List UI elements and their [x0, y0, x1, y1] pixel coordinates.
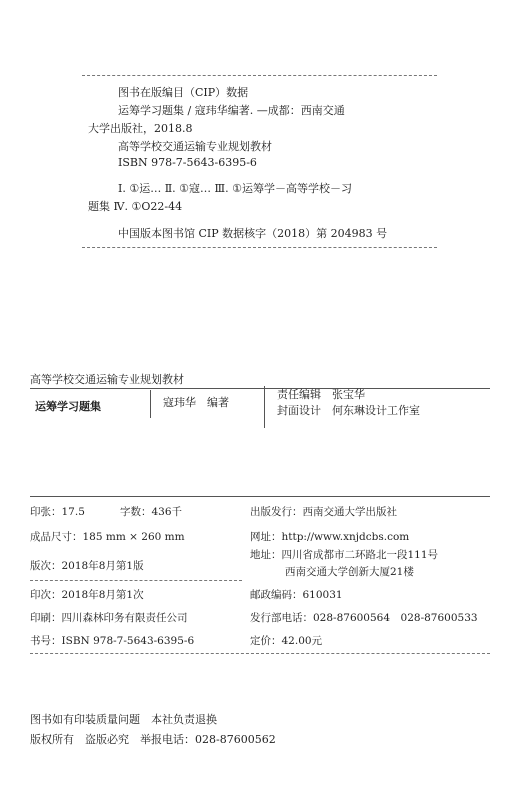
- spec-address-1: 地址：四川省成都市二环路北一段111号: [250, 549, 439, 561]
- spec-isbn: 书号：ISBN 978-7-5643-6395-6: [30, 635, 195, 647]
- spec-price: 定价：42.00元: [250, 635, 323, 647]
- spec-website[interactable]: 网址：http://www.xnjdcbs.com: [250, 531, 410, 543]
- spec-postcode: 邮政编码：610031: [250, 589, 343, 601]
- specs-mid-rule: [30, 580, 242, 581]
- spec-size: 成品尺寸：185 mm × 260 mm: [30, 531, 185, 543]
- cip-line-1: 运筹学习题集 / 寇玮华编著. —成都：西南交通: [118, 104, 345, 117]
- book-title: 运筹学习题集: [35, 400, 101, 413]
- spec-words: 字数：436千: [120, 506, 183, 518]
- spec-edition: 版次：2018年8月第1版: [30, 560, 144, 572]
- cip-line-5: Ⅰ. ①运… Ⅱ. ①寇… Ⅲ. ①运筹学－高等学校－习: [118, 182, 352, 195]
- cip-top-rule: [82, 75, 437, 76]
- title-block-top-rule: [30, 388, 490, 389]
- book-author: 寇玮华 编著: [163, 396, 229, 409]
- spec-printing: 印次：2018年8月第1次: [30, 589, 144, 601]
- cip-line-3: 高等学校交通运输专业规划教材: [118, 140, 272, 153]
- specs-top-rule: [30, 496, 490, 497]
- footer-rights: 版权所有 盗版必究 举报电话：028-87600562: [30, 733, 276, 746]
- cip-line-7: 中国版本图书馆 CIP 数据核字（2018）第 204983 号: [118, 227, 388, 240]
- book-editor: 责任编辑 张宝华: [277, 388, 365, 401]
- series-title: 高等学校交通运输专业规划教材: [30, 373, 184, 386]
- cip-line-4: ISBN 978-7-5643-6395-6: [118, 156, 257, 169]
- specs-bottom-rule: [30, 653, 490, 654]
- footer-notice: 图书如有印装质量问题 本社负责退换: [30, 713, 217, 726]
- spec-phone: 发行部电话：028-87600564 028-87600533: [250, 612, 478, 624]
- spec-printer: 印刷：四川森林印务有限责任公司: [30, 612, 188, 624]
- spec-sheets: 印张：17.5: [30, 506, 85, 518]
- title-divider: [150, 390, 151, 418]
- spec-address-2: 西南交通大学创新大厦21楼: [285, 566, 414, 578]
- cip-title: 图书在版编目（CIP）数据: [118, 86, 249, 99]
- cip-line-6: 题集 Ⅳ. ①O22-44: [88, 200, 183, 213]
- author-divider: [264, 386, 265, 428]
- cip-bottom-rule: [82, 247, 437, 248]
- spec-publisher: 出版发行：西南交通大学出版社: [250, 506, 397, 518]
- book-designer: 封面设计 何东琳设计工作室: [277, 404, 420, 417]
- cip-line-2: 大学出版社，2018.8: [88, 122, 193, 135]
